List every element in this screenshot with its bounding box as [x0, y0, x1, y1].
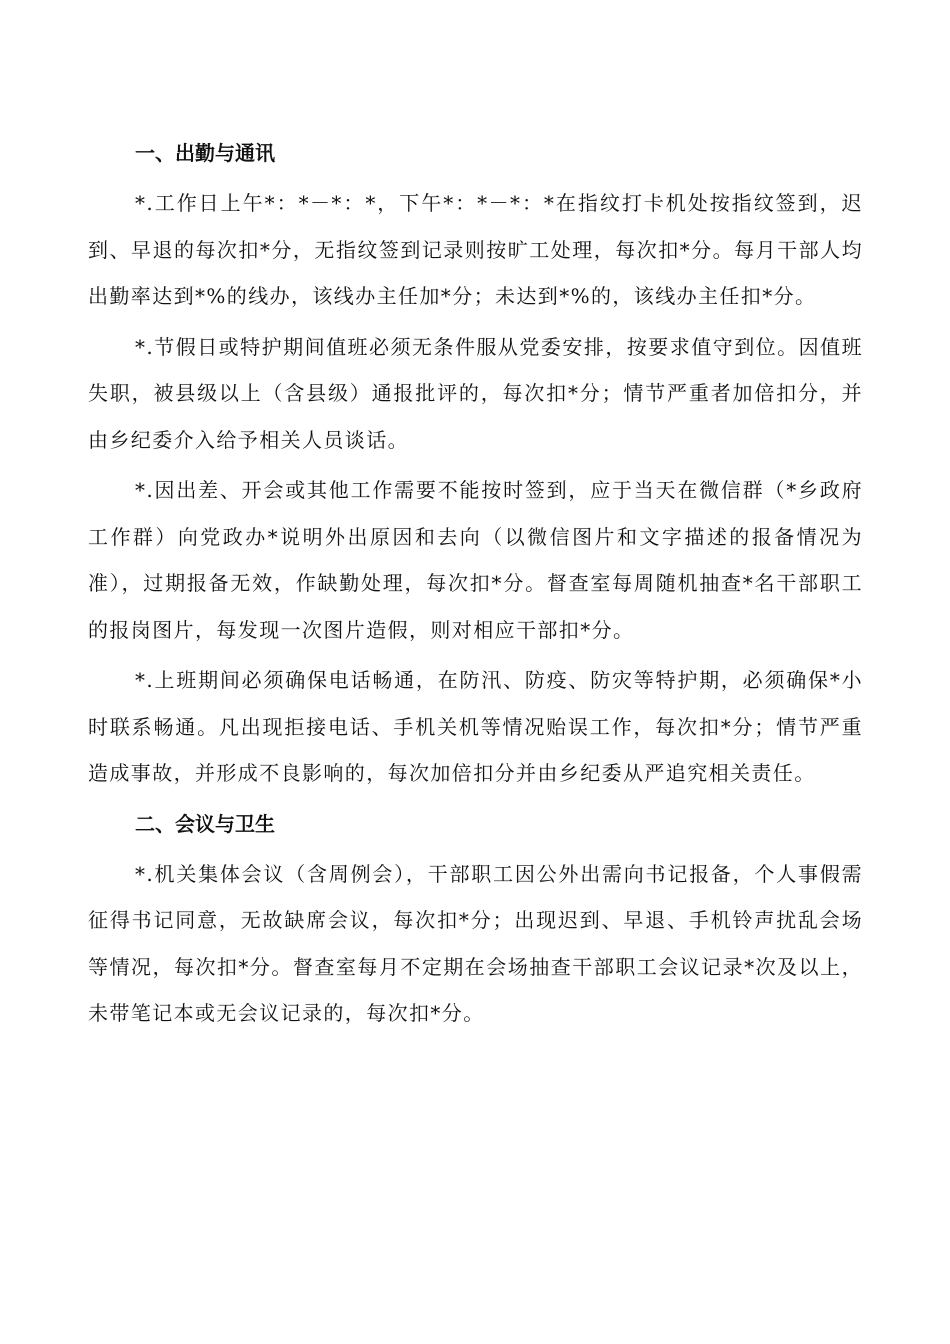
section-heading-meetings: 二、会议与卫生 — [135, 811, 275, 836]
paragraph-holiday-duty: *.节假日或特护期间值班必须无条件服从党委安排，按要求值守到位。因值班失职，被县级以上（含县级）通报批评的，每次扣*分；情节严重者加倍扣分，并由乡纪委介入给予相关人员谈话。 — [88, 334, 863, 452]
paragraph-phone-availability: *.上班期间必须确保电话畅通，在防汛、防疫、防灾等特护期，必须确保*小时联系畅通。凡出现拒接电话、手机关机等情况贻误工作，每次扣*分；情节严重造成事故，并形成不良影响的，每次加倍扣分并由乡纪委从严追究相关责任。 — [88, 668, 863, 785]
paragraph-work-hours: *.工作日上午*：*－*：*，下午*：*－*：*在指纹打卡机处按指纹签到，迟到、早退的每次扣*分，无指纹签到记录则按旷工处理，每次扣*分。每月干部人均出勤率达到*%的线办，该线办主任加*分；未达到*%的，该线办主任扣*分。 — [88, 191, 863, 308]
document-body — [88, 130, 863, 1037]
paragraph-meetings: *.机关集体会议（含周例会），干部职工因公外出需向书记报备，个人事假需征得书记同意，无故缺席会议，每次扣*分；出现迟到、早退、手机铃声扰乱会场等情况，每次扣*分。督查室每月不定期在会场抽查干部职工会议记录*次及以上，未带笔记本或无会议记录的，每次扣*分。 — [88, 861, 863, 1025]
paragraph-business-trip: *.因出差、开会或其他工作需要不能按时签到，应于当天在微信群（*乡政府工作群）向党政办*说明外出原因和去向（以微信图片和文字描述的报备情况为准），过期报备无效，作缺勤处理，每次扣*分。督查室每周随机抽查*名干部职工的报岗图片，每发现一次图片造假，则对相应干部扣*分。 — [88, 478, 863, 642]
section-heading-attendance: 一、出勤与通讯 — [135, 141, 275, 165]
